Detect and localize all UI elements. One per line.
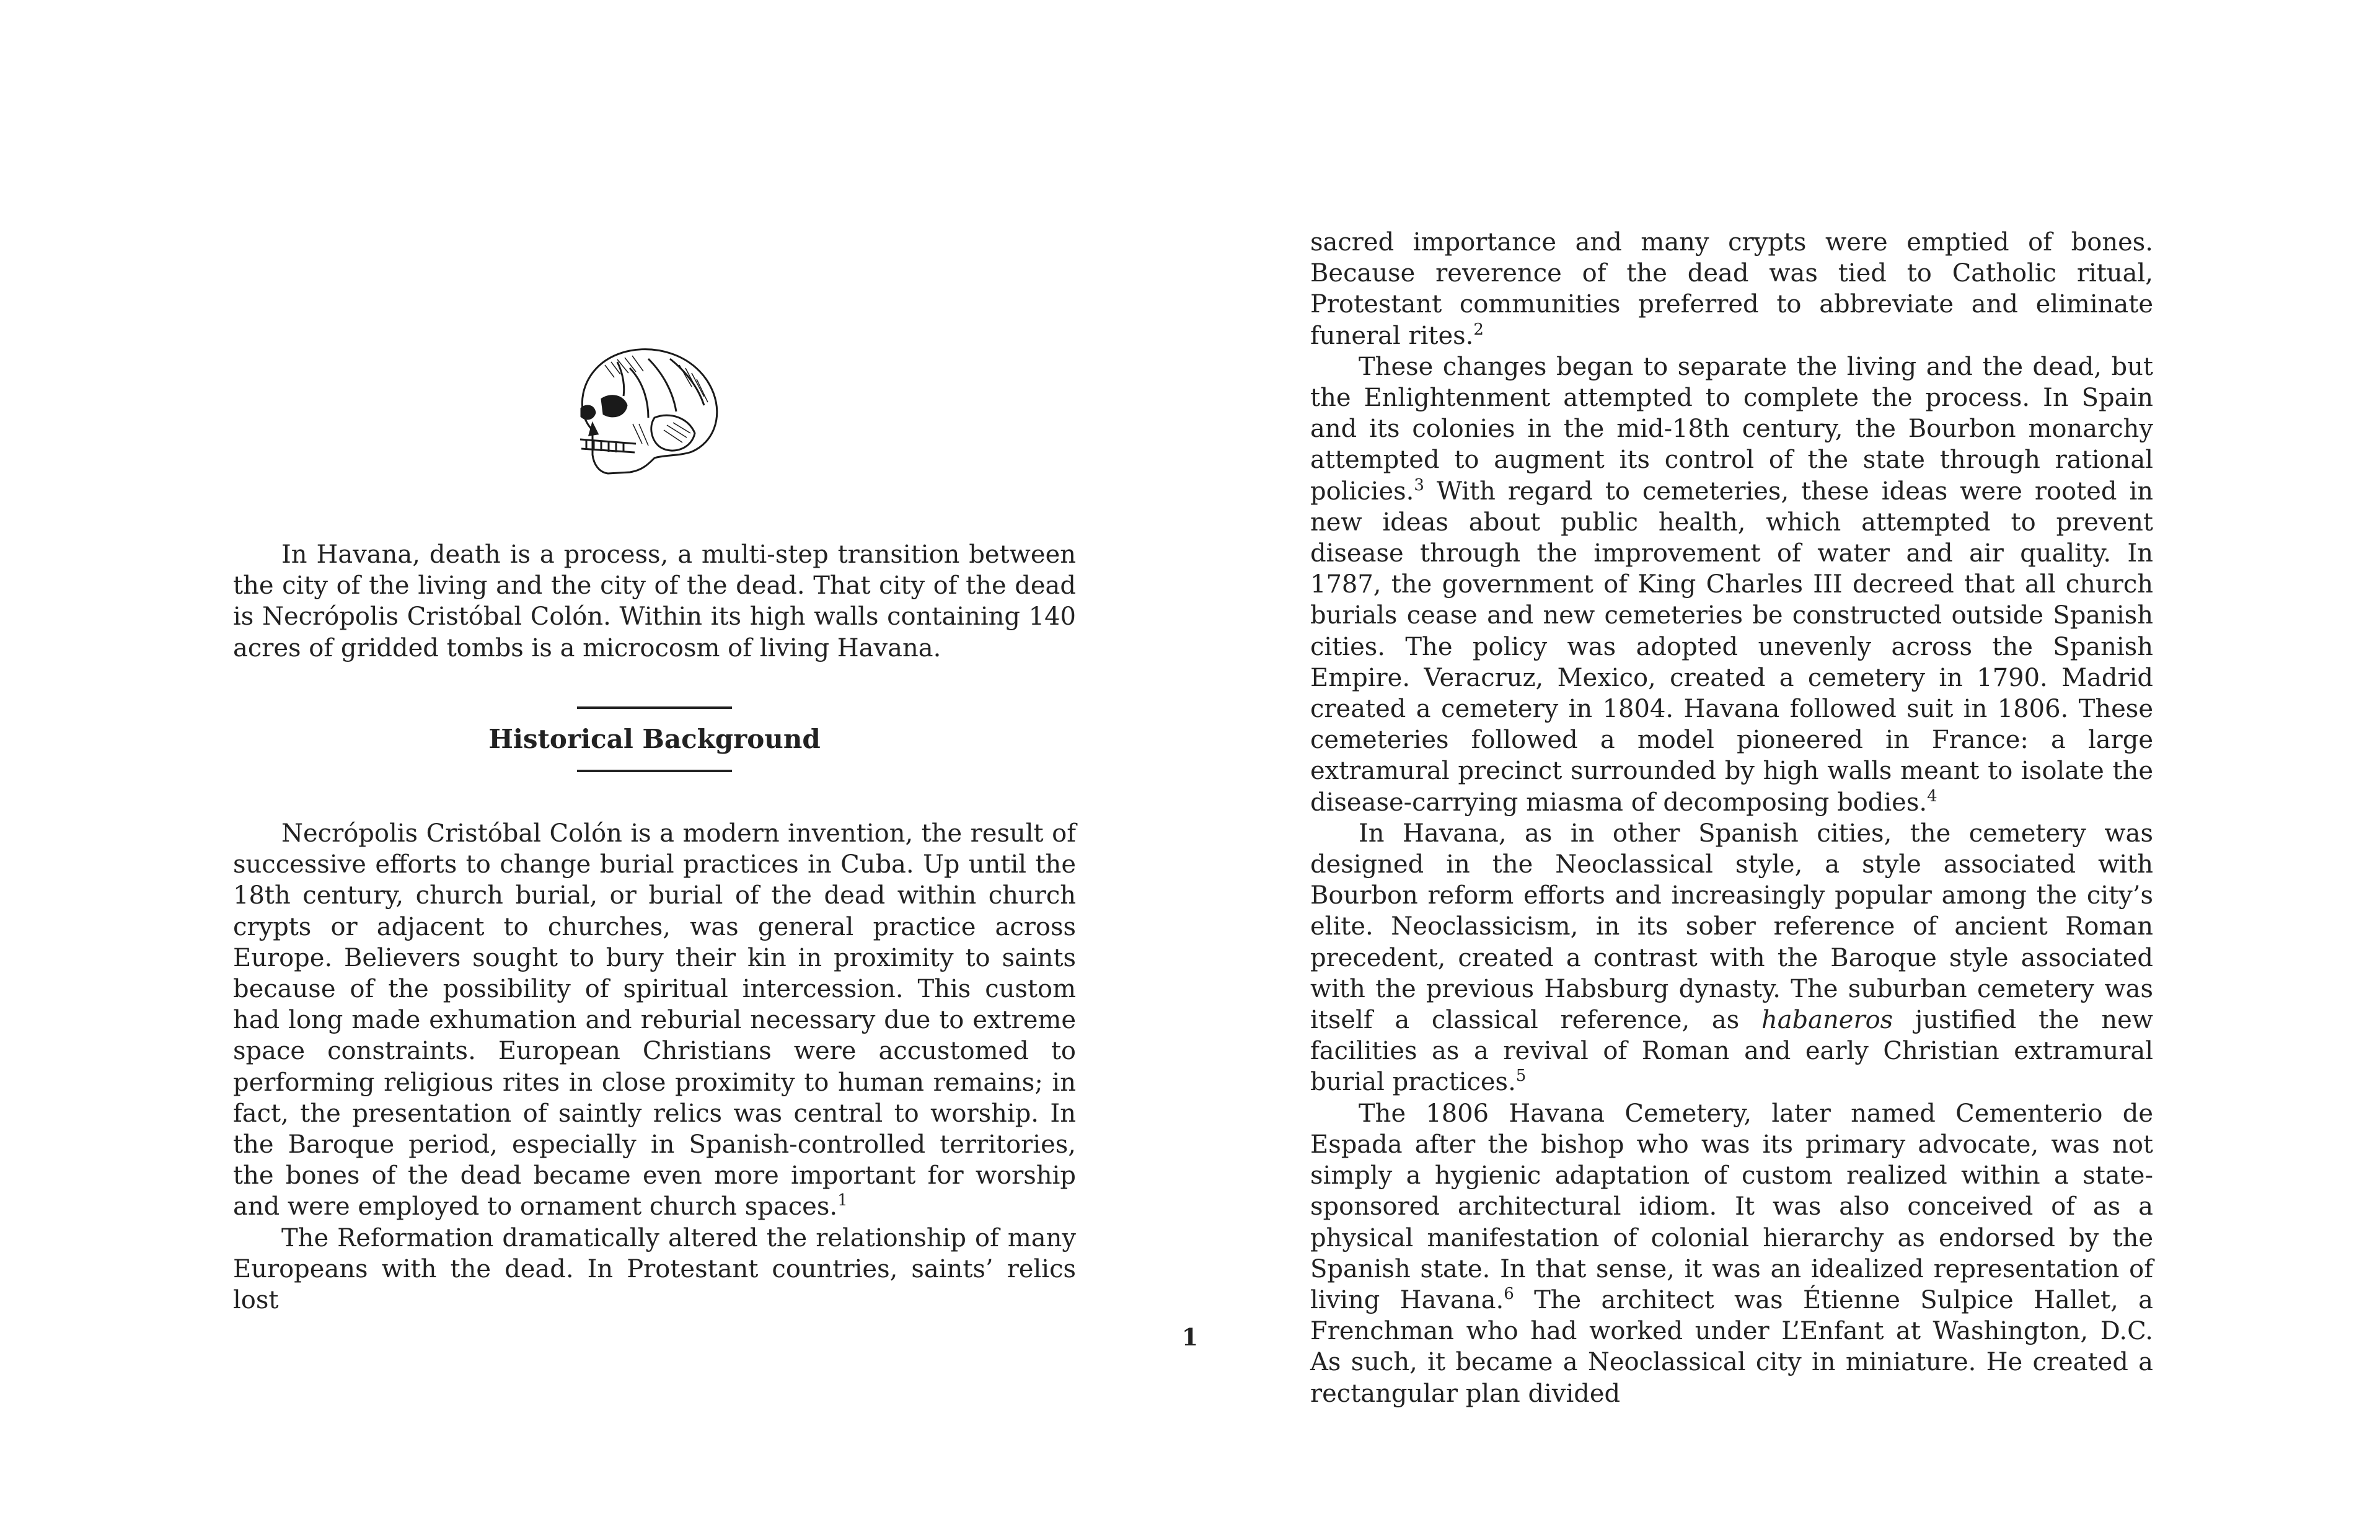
paragraph-text: These changes began to separate the living and the dead, but the Enlightenment attempted to complete the process. In Spain and its colonies in the mid-18th century, the Bourbon monarchy attempted to augment its control of the state through rational policies. xyxy=(1310,352,2153,506)
footnote-ref: 5 xyxy=(1515,1067,1527,1086)
italic-term: habaneros xyxy=(1761,1006,1893,1035)
heading-top-rule xyxy=(577,706,732,709)
section-heading-block xyxy=(233,706,1076,772)
body-paragraph xyxy=(1310,227,2153,351)
heading-bottom-rule xyxy=(577,770,732,772)
skull-illustration xyxy=(555,337,729,480)
footnote-ref: 3 xyxy=(1414,475,1424,495)
right-page-body xyxy=(1310,227,2153,1409)
paragraph-text: The Reformation dramatically altered the relationship of many Europeans with the dead. In Protestant countries, saints’ relics lost xyxy=(233,1223,1076,1315)
footnote-ref: 4 xyxy=(1927,786,1937,806)
footnote-ref: 6 xyxy=(1504,1284,1514,1303)
left-page-intro xyxy=(233,539,1076,664)
footnote-ref: 2 xyxy=(1473,320,1484,339)
paragraph-text: In Havana, as in other Spanish cities, the cemetery was designed in the Neoclassical style, a style associated with Bourbon reform efforts and increasingly popular among the city’s elite. Neoclassicism, in its sober reference of ancient Roman precedent, created a contrast with the Baroque style associated with the previous Habsburg dynasty. The suburban cemetery was itself a classical reference, as xyxy=(1310,819,2153,1035)
body-paragraph xyxy=(233,818,1076,1223)
body-paragraph xyxy=(233,1223,1076,1316)
body-paragraph xyxy=(1310,818,2153,1098)
intro-paragraph: In Havana, death is a process, a multi-step transition between the city of the living and the city of the dead. That city of the dead is Necrópolis Cristóbal Colón. Within its high walls containing 140 acres of gridded tombs is a microcosm of living Havana. xyxy=(233,540,1076,662)
body-paragraph xyxy=(1310,351,2153,818)
paragraph-text: With regard to cemeteries, these ideas were rooted in new ideas about public health, which attempted to prevent disease through the improvement of water and air quality. In 1787, the government of King Charles III decreed that all church burials cease and new cemeteries be constructed outside Spanish cities. The policy was adopted unevenly across the Spanish Empire. Veracruz, Mexico, created a cemetery in 1790. Madrid created a cemetery in 1804. Havana followed suit in 1806. These cemeteries followed a model pioneered in France: a large extramural precinct surrounded by high walls meant to isolate the disease-carrying miasma of decomposing bodies. xyxy=(1310,477,2153,817)
paragraph-text: Necrópolis Cristóbal Colón is a modern invention, the result of successive efforts to change burial practices in Cuba. Up until the 18th century, church burial, or burial of the dead within church crypts or adjacent to churches, was general practice across Europe. Believers sought to bury their kin in proximity to saints because of the possibility of spiritual intercession. This custom had long made exhumation and reburial necessary due to extreme space constraints. European Christians were accustomed to performing religious rites in close proximity to human remains; in fact, the presentation of saintly relics was central to worship. In the Baroque period, especially in Spanish-controlled territories, the bones of the dead became even more important for worship and were employed to ornament church spaces. xyxy=(233,819,1076,1221)
paragraph-text: The 1806 Havana Cemetery, later named Cementerio de Espada after the bishop who was its primary advocate, was not simply a hygienic adaptation of custom realized within a state-sponsored architectural idiom. It was also conceived of as a physical manifestation of colonial hierarchy as endorsed by the Spanish state. In that sense, it was an idealized representation of living Havana. xyxy=(1310,1099,2153,1314)
section-heading: Historical Background xyxy=(488,724,821,754)
page-number: 1 xyxy=(1181,1323,1199,1351)
paragraph-text: The architect was Étienne Sulpice Hallet, a Frenchman who had worked under L’Enfant at Washington, D.C. As such, it became a Neoclassical city in miniature. He created a rectangular plan divided xyxy=(1310,1285,2153,1408)
paragraph-text: sacred importance and many crypts were emptied of bones. Because reverence of the dead was tied to Catholic ritual, Protestant communities preferred to abbreviate and eliminate funeral rites. xyxy=(1310,228,2153,350)
paragraph-text: justified the new facilities as a revival of Roman and early Christian extramural burial practices. xyxy=(1310,1006,2153,1097)
body-paragraph xyxy=(1310,1098,2153,1409)
left-page-body xyxy=(233,818,1076,1316)
footnote-ref: 1 xyxy=(837,1191,848,1210)
